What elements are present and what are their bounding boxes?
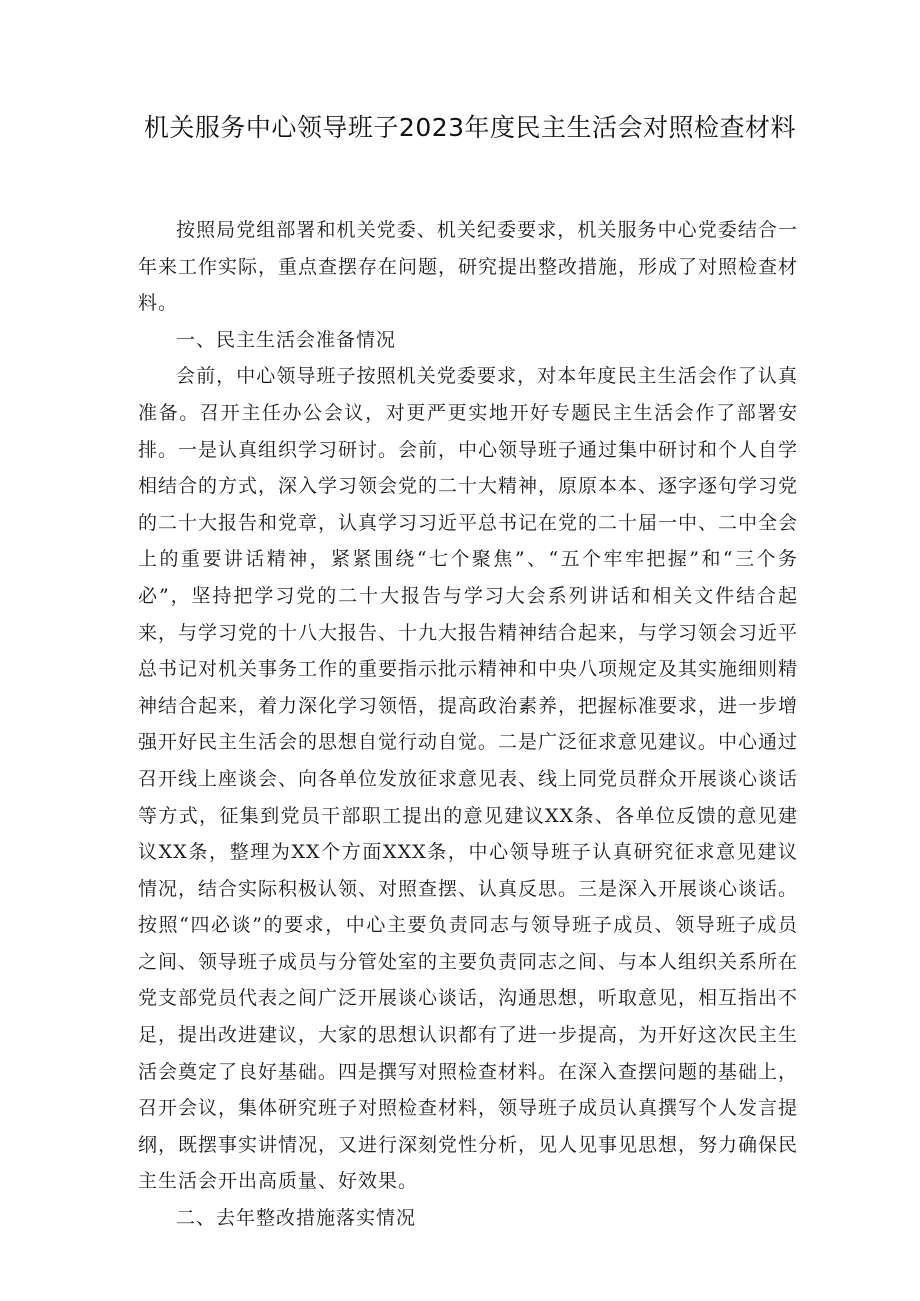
document-body: [138, 212, 798, 1237]
section-heading-1: 一、民主生活会准备情况: [176, 328, 397, 351]
preparation-paragraph: 会前，中心领导班子按照机关党委要求，对本年度民主生活会作了认真准备。召开主任办公会议，对更严更实地开好专题民主生活会作了部署安排。一是认真组织学习研讨。会前，中心领导班子通过集中研讨和个人自学相结合的方式，深入学习领会党的二十大精神，原原本本、逐字逐句学习党的二十大报告和党章，认真学习习近平总书记在党的二十届一中、二中全会上的重要讲话精神，紧紧围绕“七个聚焦”、“五个牢牢把握”和“三个务必”，坚持把学习党的二十大报告与学习大会系列讲话和相关文件结合起来，与学习党的十八大报告、十九大报告精神结合起来，与学习领会习近平总书记对机关事务工作的重要指示批示精神和中央八项规定及其实施细则精神结合起来，着力深化学习领悟，提高政治素养，把握标准要求，进一步增强开好民主生活会的思想自觉行动自觉。二是广泛征求意见建议。中心通过召开线上座谈会、向各单位发放征求意见表、线上同党员群众开展谈心谈话等方式，征集到党员干部职工提出的意见建议XX条、各单位反馈的意见建议XX条，整理为XX个方面XXX条，中心领导班子认真研究征求意见建议情况，结合实际积极认领、对照查摆、认真反思。三是深入开展谈心谈话。按照“四必谈”的要求，中心主要负责同志与领导班子成员、领导班子成员之间、领导班子成员与分管处室的主要负责同志之间、与本人组织关系所在党支部党员代表之间广泛开展谈心谈话，沟通思想，听取意见，相互指出不足，提出改进建议，大家的思想认识都有了进一步提高，为开好这次民主生活会奠定了良好基础。四是撰写对照检查材料。在深入查摆问题的基础上，召开会议，集体研究班子对照检查材料，领导班子成员认真撰写个人发言提纲，既摆事实讲情况，又进行深刻党性分析，见人见事见思想，努力确保民主生活会开出高质量、好效果。: [138, 365, 799, 1193]
section-heading-2: 二、去年整改措施落实情况: [176, 1207, 417, 1230]
intro-paragraph: 按照局党组部署和机关党委、机关纪委要求，机关服务中心党委结合一年来工作实际，重点查摆存在问题，研究提出整改措施，形成了对照检查材料。: [138, 219, 799, 315]
document-title: 机关服务中心领导班子2023年度民主生活会对照检查材料: [143, 113, 797, 142]
